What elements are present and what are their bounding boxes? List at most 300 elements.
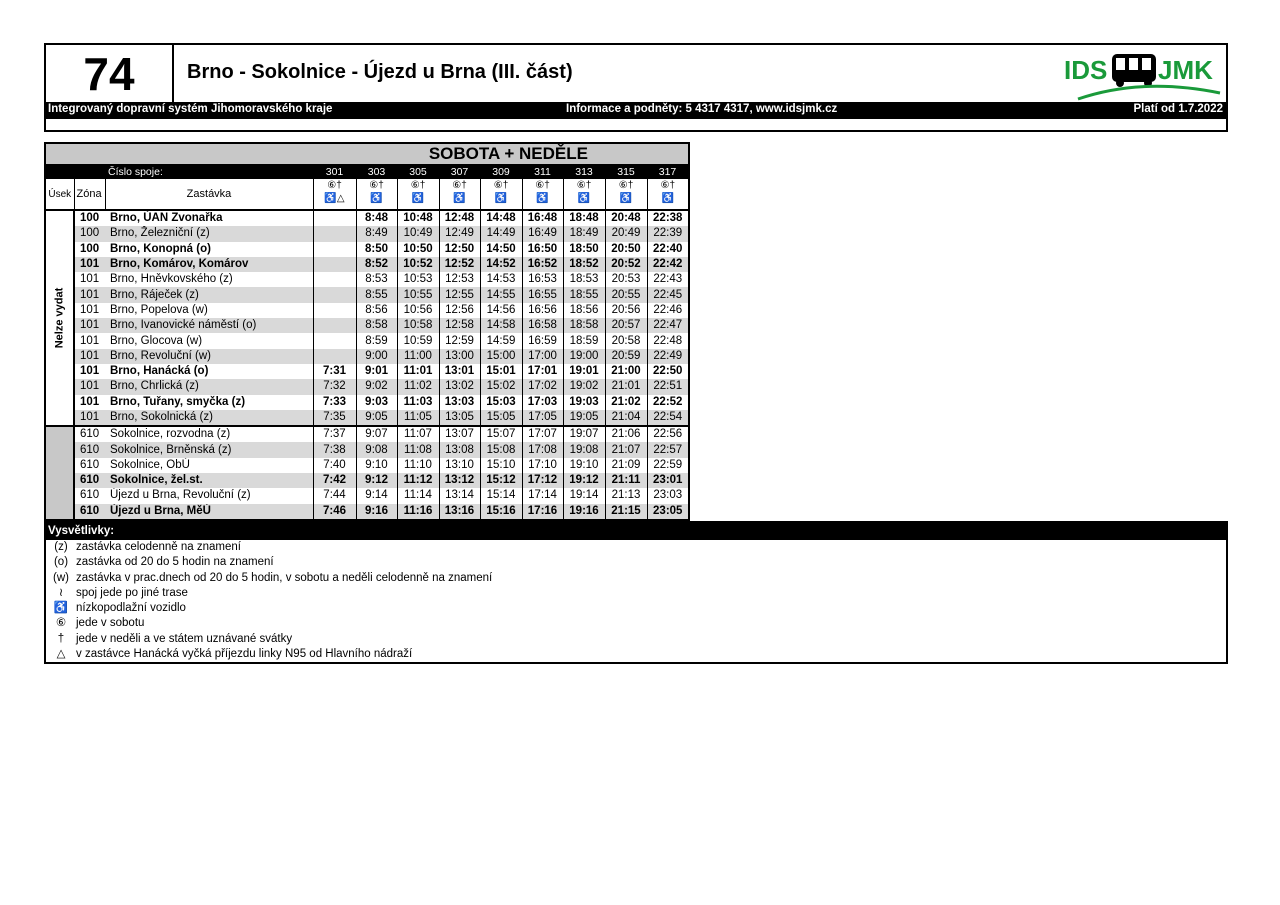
departure-time: 15:02 xyxy=(480,379,522,394)
departure-time: 14:59 xyxy=(480,333,522,348)
departure-time: 14:52 xyxy=(480,257,522,272)
stop-zone: 101 xyxy=(80,395,100,408)
departure-time: 11:07 xyxy=(397,426,439,442)
departure-time: 9:03 xyxy=(356,395,397,410)
trip-day-symbol: ⑥† xyxy=(410,180,426,191)
trip-number: 307 xyxy=(439,165,480,180)
departure-time: 22:50 xyxy=(647,364,689,379)
departure-time: 15:12 xyxy=(480,473,522,488)
departure-time: 14:58 xyxy=(480,318,522,333)
departure-time xyxy=(313,257,356,272)
stop-row xyxy=(45,442,689,457)
departure-time: 21:13 xyxy=(605,488,647,503)
departure-time: 9:00 xyxy=(356,349,397,364)
departure-time: 8:59 xyxy=(356,333,397,348)
departure-time: 12:58 xyxy=(439,318,480,333)
trip-day-symbol: ⑥† xyxy=(452,180,467,191)
departure-time: 11:02 xyxy=(397,379,439,394)
trip-symbols xyxy=(313,179,356,210)
departure-time: 19:02 xyxy=(563,379,605,394)
departure-time: 22:45 xyxy=(647,287,689,302)
departure-time: 7:31 xyxy=(313,364,356,379)
ids-jmk-logo xyxy=(1062,47,1222,101)
stop-row xyxy=(45,458,689,473)
legend-item xyxy=(46,540,1226,555)
stop-name: Brno, Ivanovické náměstí (o) xyxy=(105,318,313,333)
trip-number: 315 xyxy=(605,165,647,180)
departure-time: 14:48 xyxy=(480,210,522,226)
departure-time: 15:14 xyxy=(480,488,522,503)
departure-time: 20:58 xyxy=(605,333,647,348)
departure-time: 9:12 xyxy=(356,473,397,488)
departure-time xyxy=(313,349,356,364)
legend-symbol: ♿ xyxy=(53,602,69,615)
departure-time: 21:01 xyxy=(605,379,647,394)
departure-time: 13:05 xyxy=(439,410,480,426)
trip-symbols xyxy=(605,179,647,210)
departure-time: 14:55 xyxy=(480,287,522,302)
departure-time: 22:54 xyxy=(647,410,689,426)
trip-day-symbol: ⑥† xyxy=(576,180,592,191)
stop-zone: 100 xyxy=(80,242,100,255)
departure-time: 17:05 xyxy=(522,410,563,426)
departure-time: 11:03 xyxy=(397,395,439,410)
departure-time: 18:48 xyxy=(563,210,605,226)
departure-time xyxy=(313,272,356,287)
legend-text: nízkopodlažní vozidlo xyxy=(76,602,186,615)
trip-feature-symbol: ♿ xyxy=(494,193,508,204)
departure-time: 15:03 xyxy=(480,395,522,410)
departure-time: 13:14 xyxy=(439,488,480,503)
departure-time: 11:00 xyxy=(397,349,439,364)
trip-number: 301 xyxy=(313,165,356,180)
departure-time: 10:56 xyxy=(397,303,439,318)
legend-text: zastávka celodenně na znamení xyxy=(76,541,241,553)
departure-time: 10:52 xyxy=(397,257,439,272)
departure-time: 12:50 xyxy=(439,242,480,257)
info-bar xyxy=(46,102,1226,119)
stop-name: Újezd u Brna, MěÚ xyxy=(105,504,313,520)
departure-time: 16:58 xyxy=(522,318,563,333)
departure-time: 7:42 xyxy=(313,473,356,488)
stop-name: Sokolnice, rozvodna (z) xyxy=(105,426,313,442)
trip-number: 303 xyxy=(356,165,397,180)
stop-row xyxy=(45,210,689,226)
stop-name: Brno, Železniční (z) xyxy=(105,226,313,241)
departure-time: 13:08 xyxy=(439,442,480,457)
departure-time: 15:05 xyxy=(480,410,522,426)
departure-time: 22:39 xyxy=(647,226,689,241)
trip-day-symbol: ⑥† xyxy=(327,180,342,191)
legend-item xyxy=(46,571,1226,586)
legend-symbol: (o) xyxy=(53,556,69,569)
legend-text: spoj jede po jiné trase xyxy=(76,586,188,599)
departure-time: 10:48 xyxy=(397,210,439,226)
usek-cell-grey xyxy=(45,426,74,520)
trip-day-symbol: ⑥† xyxy=(618,180,634,191)
departure-time: 10:58 xyxy=(397,318,439,333)
departure-time: 18:55 xyxy=(563,287,605,302)
departure-time: 16:53 xyxy=(522,272,563,287)
stop-zone: 101 xyxy=(80,334,100,347)
trip-feature-symbol: ♿ xyxy=(577,193,591,204)
departure-time: 17:03 xyxy=(522,395,563,410)
stop-row xyxy=(45,488,689,503)
departure-time: 23:05 xyxy=(647,504,689,520)
departure-time: 10:53 xyxy=(397,272,439,287)
stop-row xyxy=(45,257,689,272)
departure-time: 11:05 xyxy=(397,410,439,426)
departure-time: 22:38 xyxy=(647,210,689,226)
system-name: Integrovaný dopravní systém Jihomoravského kraje xyxy=(48,103,333,115)
departure-time: 22:47 xyxy=(647,318,689,333)
departure-time: 23:01 xyxy=(647,473,689,488)
legend-item xyxy=(46,601,1226,616)
stop-row xyxy=(45,379,689,394)
stop-name: Brno, Komárov, Komárov xyxy=(105,257,313,272)
departure-time: 19:08 xyxy=(563,442,605,457)
trip-number: 317 xyxy=(647,165,689,180)
departure-time: 13:02 xyxy=(439,379,480,394)
departure-time xyxy=(313,303,356,318)
departure-time: 13:03 xyxy=(439,395,480,410)
stop-zone: 101 xyxy=(74,410,105,426)
departure-time: 22:51 xyxy=(647,379,689,394)
trip-day-symbol: ⑥† xyxy=(535,180,550,191)
legend-text: zastávka od 20 do 5 hodin na znamení xyxy=(76,556,274,569)
departure-time: 11:08 xyxy=(397,442,439,457)
departure-time: 11:01 xyxy=(397,364,439,379)
stop-name: Brno, Tuřany, smyčka (z) xyxy=(110,395,246,408)
departure-time: 11:10 xyxy=(397,458,439,473)
departure-time: 10:50 xyxy=(397,242,439,257)
departure-time xyxy=(313,287,356,302)
departure-time: 7:32 xyxy=(313,379,356,394)
departure-time: 19:10 xyxy=(563,458,605,473)
departure-time: 18:56 xyxy=(563,303,605,318)
departure-time: 22:49 xyxy=(647,349,689,364)
legend-symbol: ⑥ xyxy=(55,617,67,630)
departure-time: 9:07 xyxy=(356,426,397,442)
departure-time: 15:01 xyxy=(480,364,522,379)
col-zona-header: Zóna xyxy=(74,179,105,210)
departure-time: 12:53 xyxy=(439,272,480,287)
departure-time: 17:16 xyxy=(522,504,563,520)
departure-time: 8:52 xyxy=(356,257,397,272)
departure-time: 15:08 xyxy=(480,442,522,457)
departure-time: 13:16 xyxy=(439,504,480,520)
stop-zone: 610 xyxy=(74,504,105,520)
trip-symbols xyxy=(647,179,689,210)
departure-time: 11:16 xyxy=(397,504,439,520)
stop-name: Brno, Glocova (w) xyxy=(110,334,203,347)
departure-time: 20:57 xyxy=(605,318,647,333)
departure-time: 19:16 xyxy=(563,504,605,520)
trip-feature-symbol: ♿ xyxy=(453,193,466,204)
stop-zone: 100 xyxy=(74,226,105,241)
logo-text-right: JMK xyxy=(1158,55,1213,85)
usek-note: Nelze vydat xyxy=(53,287,65,349)
legend-item xyxy=(46,647,1226,662)
trip-feature-symbol: ♿ xyxy=(370,193,383,204)
trip-number: 309 xyxy=(480,165,522,180)
departure-time: 19:00 xyxy=(563,349,605,364)
legend-text: zastávka v prac.dnech od 20 do 5 hodin, v sobotu a neděli celodenně na znamení xyxy=(76,571,493,584)
stop-zone: 101 xyxy=(74,257,105,272)
legend-symbol: (w) xyxy=(53,571,69,584)
departure-time: 19:01 xyxy=(563,364,605,379)
departure-time: 20:53 xyxy=(605,272,647,287)
stop-name: Brno, Revoluční (w) xyxy=(105,349,313,364)
departure-time: 21:15 xyxy=(605,504,647,520)
stop-row xyxy=(45,364,689,379)
legend xyxy=(44,521,1228,664)
departure-time: 22:52 xyxy=(647,395,689,410)
valid-from: Platí od 1.7.2022 xyxy=(1133,103,1223,115)
stop-zone: 101 xyxy=(80,365,100,378)
departure-time: 18:53 xyxy=(563,272,605,287)
timetable-header xyxy=(44,43,1228,132)
departure-time: 16:59 xyxy=(522,333,563,348)
stop-zone: 101 xyxy=(80,273,100,286)
trip-number-label: Číslo spoje: xyxy=(45,165,313,180)
departure-time xyxy=(313,333,356,348)
departure-time: 19:07 xyxy=(563,426,605,442)
departure-time: 12:55 xyxy=(439,287,480,302)
stop-row xyxy=(45,303,689,318)
stop-name: Brno, Sokolnická (z) xyxy=(105,410,313,426)
departure-time: 11:14 xyxy=(397,488,439,503)
stop-row xyxy=(45,504,689,520)
departure-time: 12:48 xyxy=(439,210,480,226)
stop-name: Újezd u Brna, Revoluční (z) xyxy=(110,489,251,502)
contact-info: Informace a podněty: 5 4317 4317, www.idsjmk.cz xyxy=(566,103,838,115)
col-stop-header: Zastávka xyxy=(105,179,313,210)
route-name: Brno - Sokolnice - Újezd u Brna (III. část) xyxy=(187,61,573,83)
departure-time: 8:49 xyxy=(356,226,397,241)
departure-time: 21:09 xyxy=(605,458,647,473)
departure-time xyxy=(313,226,356,241)
stop-name: Sokolnice, Brněnská (z) xyxy=(105,442,313,457)
departure-time: 21:11 xyxy=(605,473,647,488)
trip-feature-symbol: ♿ xyxy=(536,193,549,204)
departure-time: 9:16 xyxy=(356,504,397,520)
departure-time: 15:07 xyxy=(480,426,522,442)
trip-feature-symbol: ♿ xyxy=(661,193,674,204)
departure-time: 17:10 xyxy=(522,458,563,473)
stop-zone: 101 xyxy=(74,379,105,394)
stop-name: Brno, Ráječek (z) xyxy=(105,287,313,302)
stop-row xyxy=(45,473,689,488)
stop-zone: 101 xyxy=(74,287,105,302)
departure-time: 17:00 xyxy=(522,349,563,364)
departure-time: 22:43 xyxy=(647,272,689,287)
stop-name: Brno, Popelova (w) xyxy=(110,303,208,316)
departure-time: 18:59 xyxy=(563,333,605,348)
departure-time: 8:56 xyxy=(356,303,397,318)
departure-time: 9:14 xyxy=(356,488,397,503)
departure-time: 16:52 xyxy=(522,257,563,272)
legend-item xyxy=(46,632,1226,647)
departure-time: 7:35 xyxy=(313,410,356,426)
departure-time: 18:50 xyxy=(563,242,605,257)
departure-time: 22:40 xyxy=(647,242,689,257)
usek-cell xyxy=(45,210,74,426)
logo-text-left: IDS xyxy=(1064,55,1108,85)
departure-time xyxy=(313,318,356,333)
departure-time: 9:01 xyxy=(356,364,397,379)
trip-symbols xyxy=(397,179,439,210)
stop-row xyxy=(45,410,689,426)
stop-row xyxy=(45,226,689,241)
departure-time: 19:05 xyxy=(563,410,605,426)
departure-time: 13:12 xyxy=(439,473,480,488)
legend-symbol: △ xyxy=(56,648,66,661)
departure-time: 18:49 xyxy=(563,226,605,241)
departure-time: 17:12 xyxy=(522,473,563,488)
departure-time: 23:03 xyxy=(647,488,689,503)
departure-time: 9:05 xyxy=(356,410,397,426)
stop-name: Sokolnice, žel.st. xyxy=(105,473,313,488)
timetable xyxy=(44,142,690,521)
departure-time: 22:48 xyxy=(647,333,689,348)
departure-time: 14:56 xyxy=(480,303,522,318)
departure-time: 8:53 xyxy=(356,272,397,287)
departure-time: 14:50 xyxy=(480,242,522,257)
departure-time: 7:37 xyxy=(313,426,356,442)
departure-time: 13:01 xyxy=(439,364,480,379)
trip-symbols xyxy=(522,179,563,210)
departure-time: 19:12 xyxy=(563,473,605,488)
departure-time: 17:07 xyxy=(522,426,563,442)
trip-feature-symbol: ♿△ xyxy=(324,193,345,204)
stop-row xyxy=(45,287,689,302)
departure-time: 7:46 xyxy=(313,504,356,520)
departure-time: 8:48 xyxy=(356,210,397,226)
departure-time: 7:33 xyxy=(313,395,356,410)
departure-time: 9:08 xyxy=(356,442,397,457)
departure-time: 9:02 xyxy=(356,379,397,394)
trip-symbols xyxy=(439,179,480,210)
departure-time: 18:52 xyxy=(563,257,605,272)
legend-item xyxy=(46,586,1226,601)
legend-symbol: ≀ xyxy=(58,586,64,599)
stop-row xyxy=(45,318,689,333)
departure-time: 10:59 xyxy=(397,333,439,348)
trip-number: 305 xyxy=(397,165,439,180)
departure-time: 8:55 xyxy=(356,287,397,302)
departure-time: 10:55 xyxy=(397,287,439,302)
stop-zone: 101 xyxy=(74,318,105,333)
departure-time: 12:49 xyxy=(439,226,480,241)
departure-time: 19:14 xyxy=(563,488,605,503)
stop-zone: 610 xyxy=(80,489,100,502)
departure-time: 13:10 xyxy=(439,458,480,473)
departure-time: 17:14 xyxy=(522,488,563,503)
departure-time: 7:44 xyxy=(313,488,356,503)
departure-time: 7:38 xyxy=(313,442,356,457)
stop-name: Brno, ÚAN Zvonařka xyxy=(110,212,223,225)
stop-zone: 610 xyxy=(74,442,105,457)
trip-symbols xyxy=(563,179,605,210)
trip-day-symbol: ⑥† xyxy=(493,180,509,191)
departure-time: 13:00 xyxy=(439,349,480,364)
departure-time: 20:55 xyxy=(605,287,647,302)
stop-zone: 610 xyxy=(74,426,105,442)
legend-symbol: † xyxy=(57,632,65,645)
day-type-title: SOBOTA + NEDĚLE xyxy=(45,143,689,165)
departure-time: 8:50 xyxy=(356,242,397,257)
departure-time: 22:59 xyxy=(647,458,689,473)
departure-time: 21:00 xyxy=(605,364,647,379)
departure-time: 20:49 xyxy=(605,226,647,241)
legend-text: v zastávce Hanácká vyčká příjezdu linky N95 od Hlavního nádraží xyxy=(76,648,413,661)
departure-time: 21:04 xyxy=(605,410,647,426)
stop-row xyxy=(45,333,689,348)
departure-time: 22:42 xyxy=(647,257,689,272)
departure-time: 20:48 xyxy=(605,210,647,226)
departure-time: 12:52 xyxy=(439,257,480,272)
departure-time: 20:56 xyxy=(605,303,647,318)
legend-item xyxy=(46,616,1226,631)
departure-time: 9:10 xyxy=(356,458,397,473)
departure-time: 18:58 xyxy=(563,318,605,333)
departure-time: 12:56 xyxy=(439,303,480,318)
stop-zone: 101 xyxy=(74,349,105,364)
line-number: 74 xyxy=(46,45,174,102)
departure-time: 8:58 xyxy=(356,318,397,333)
departure-time: 21:06 xyxy=(605,426,647,442)
departure-time: 15:10 xyxy=(480,458,522,473)
trip-symbols xyxy=(356,179,397,210)
departure-time: 14:49 xyxy=(480,226,522,241)
stop-row xyxy=(45,272,689,287)
departure-time: 22:57 xyxy=(647,442,689,457)
departure-time: 14:53 xyxy=(480,272,522,287)
departure-time: 20:59 xyxy=(605,349,647,364)
departure-time: 22:56 xyxy=(647,426,689,442)
departure-time: 21:07 xyxy=(605,442,647,457)
legend-item xyxy=(46,555,1226,570)
trip-number: 313 xyxy=(563,165,605,180)
legend-title: Vysvětlivky: xyxy=(46,523,1226,540)
legend-symbol: (z) xyxy=(54,541,68,553)
stop-name: Brno, Chrlická (z) xyxy=(105,379,313,394)
departure-time: 15:00 xyxy=(480,349,522,364)
stop-zone: 610 xyxy=(74,473,105,488)
stop-row xyxy=(45,242,689,257)
departure-time xyxy=(313,242,356,257)
departure-time: 13:07 xyxy=(439,426,480,442)
stop-name: Brno, Konopná (o) xyxy=(110,242,211,255)
stop-row xyxy=(45,426,689,442)
departure-time: 19:03 xyxy=(563,395,605,410)
legend-text: jede v neděli a ve státem uznávané svátky xyxy=(76,632,293,645)
departure-time: 22:46 xyxy=(647,303,689,318)
legend-text: jede v sobotu xyxy=(76,617,145,630)
trip-feature-symbol: ♿ xyxy=(411,193,425,204)
departure-time: 21:02 xyxy=(605,395,647,410)
departure-time: 16:56 xyxy=(522,303,563,318)
trip-day-symbol: ⑥† xyxy=(660,180,676,191)
departure-time: 17:01 xyxy=(522,364,563,379)
departure-time: 7:40 xyxy=(313,458,356,473)
departure-time: 15:16 xyxy=(480,504,522,520)
departure-time: 10:49 xyxy=(397,226,439,241)
departure-time: 20:50 xyxy=(605,242,647,257)
departure-time: 20:52 xyxy=(605,257,647,272)
departure-time: 17:02 xyxy=(522,379,563,394)
